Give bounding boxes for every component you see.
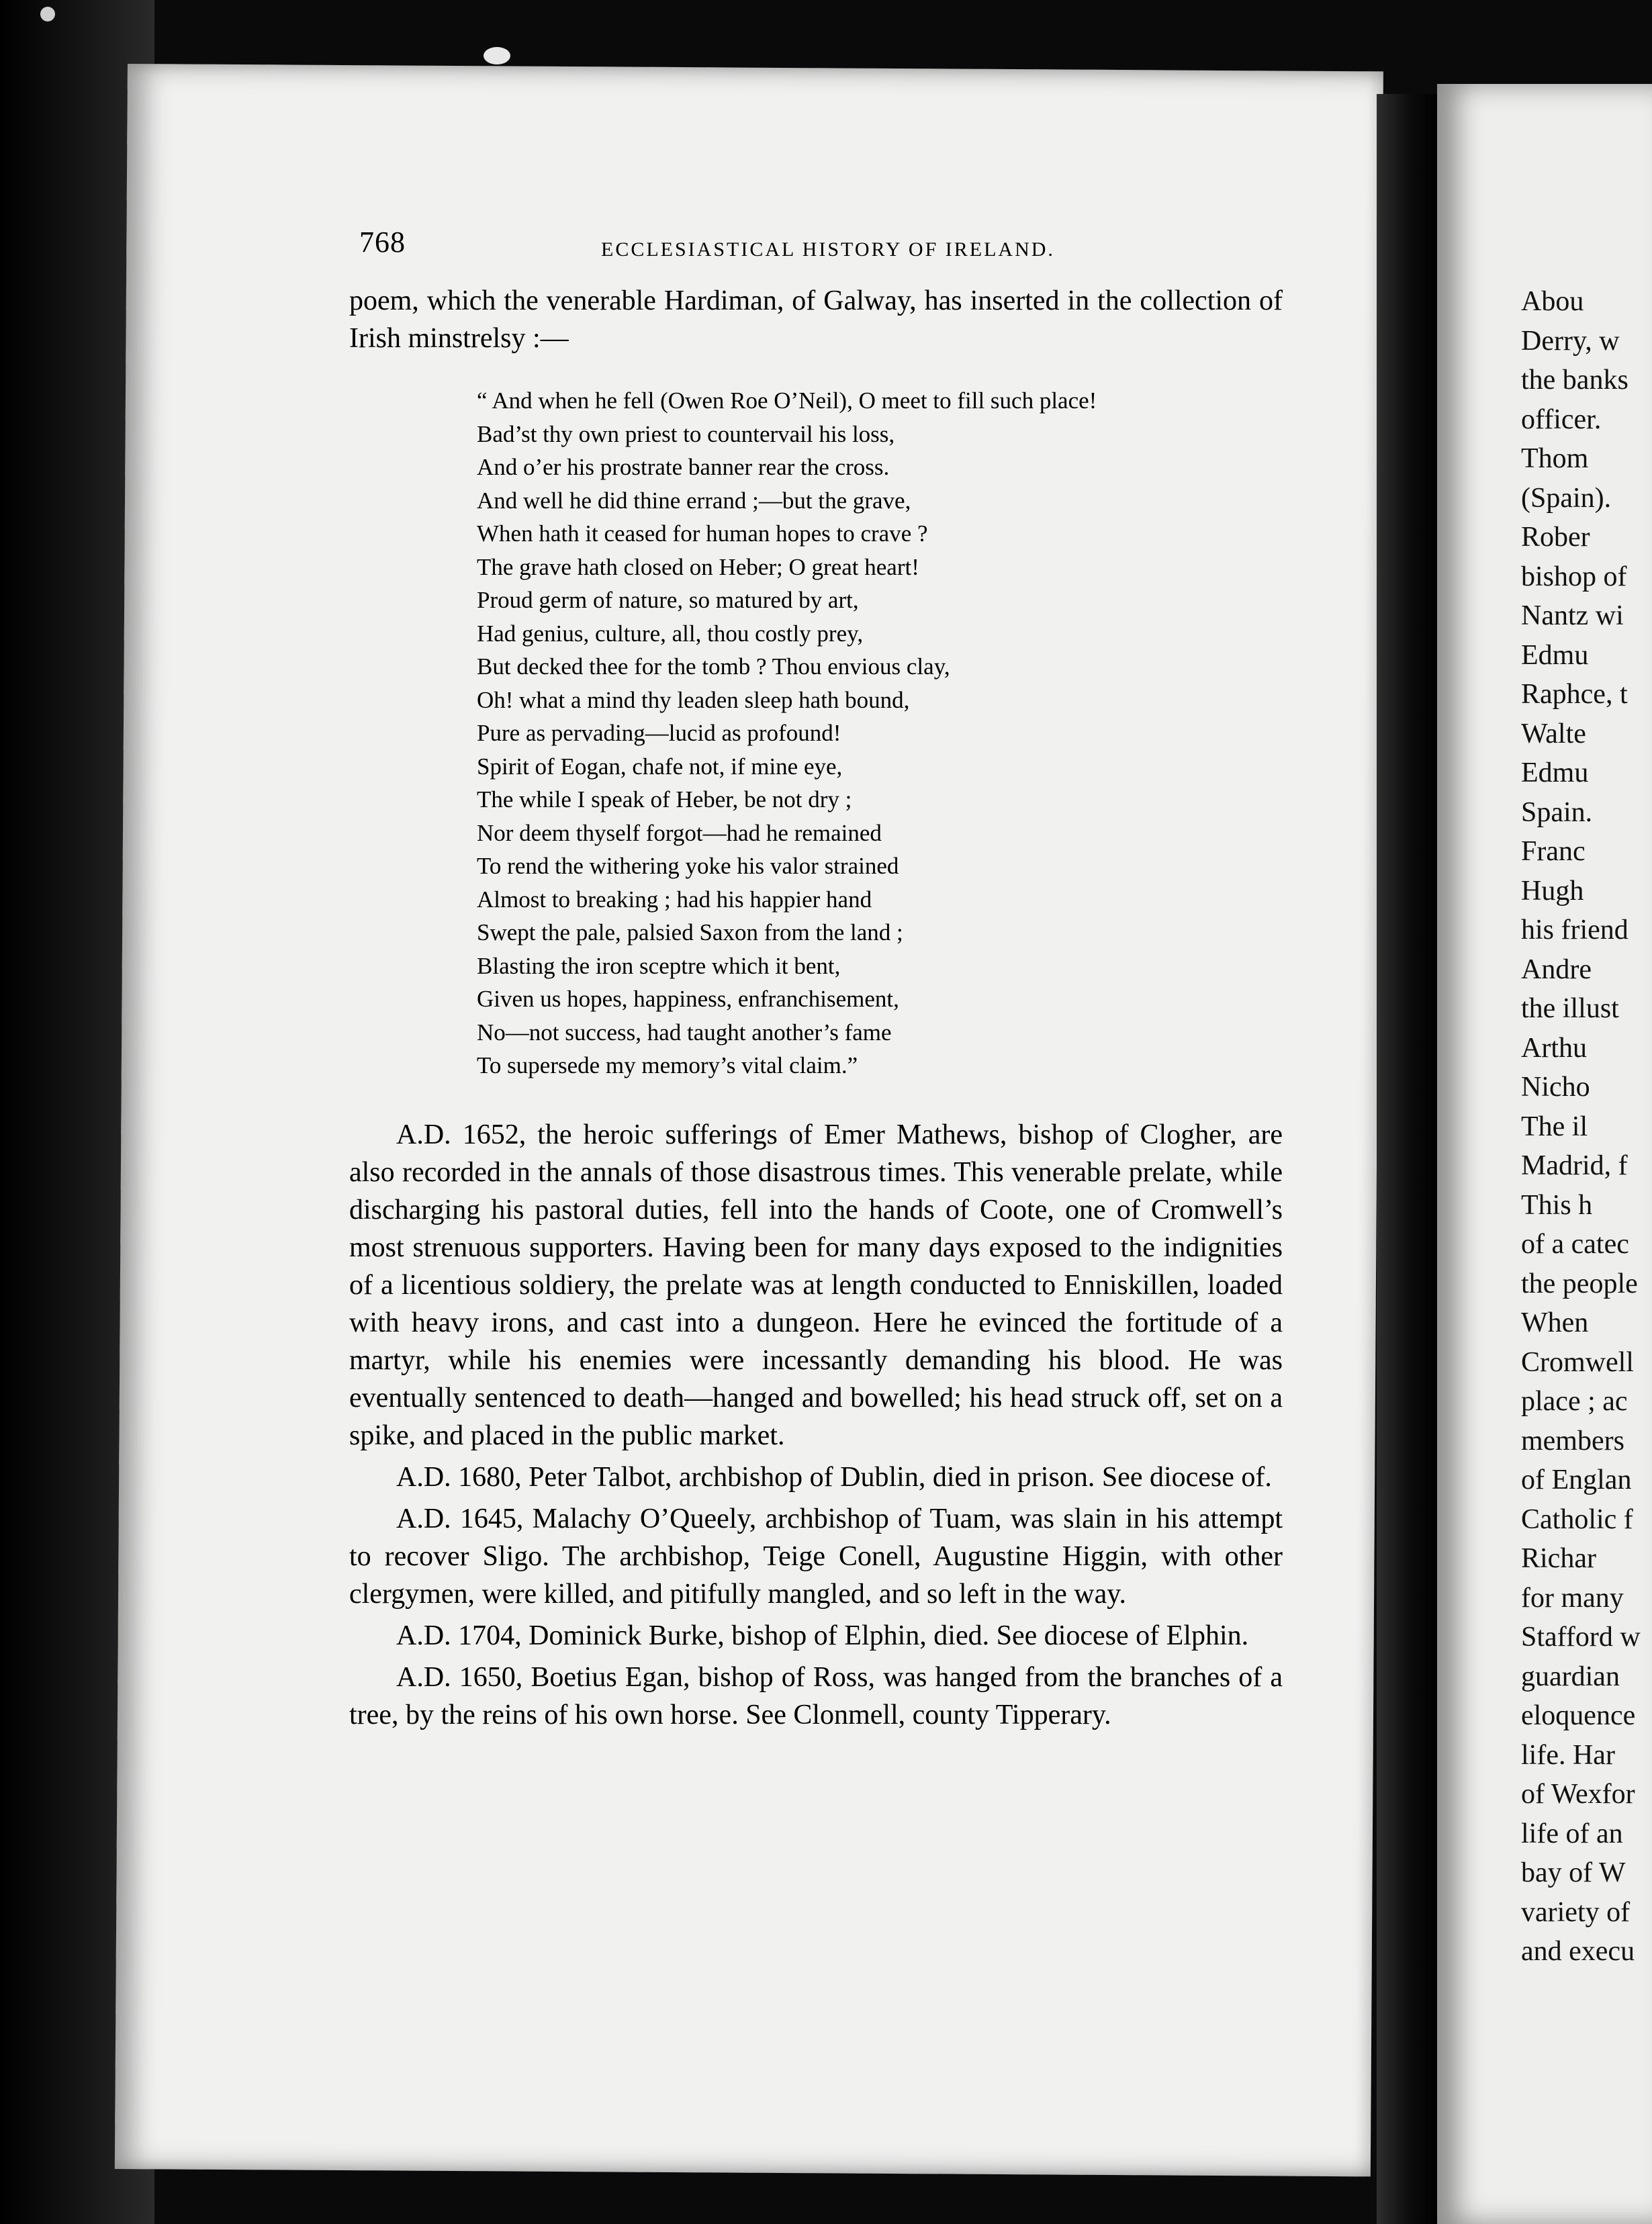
dust-speck [40, 7, 55, 21]
poem-line: To supersede my memory’s vital claim.” [477, 1052, 858, 1078]
right-page-line: the people [1521, 1268, 1638, 1299]
poem-line: To rend the withering yoke his valor strained [477, 853, 899, 879]
entry-paragraph: A.D. 1680, Peter Talbot, archbishop of Dublin, died in prison. See diocese of. [396, 1461, 1272, 1493]
entry-paragraph: A.D. 1645, Malachy O’Queely, archbishop of Tuam, was slain in his attempt to recover Sligo. The archbishop, Teige Conell, Augustine Higgin, with other clergymen, were killed, and pitifully mangled, and so left in the way. [349, 1503, 1283, 1610]
right-page-line: Spain. [1521, 796, 1593, 828]
poem-line: Given us hopes, happiness, enfranchisement, [477, 986, 899, 1012]
right-page-line: of Englan [1521, 1465, 1632, 1495]
right-page-line: life of an [1521, 1818, 1623, 1849]
right-page-line: Madrid, f [1521, 1150, 1628, 1181]
poem-line: Swept the pale, palsied Saxon from the land ; [477, 919, 903, 945]
poem-line: Almost to breaking ; had his happier hand [477, 886, 872, 913]
right-page-line: Andre [1521, 954, 1592, 985]
right-page-line: This h [1521, 1189, 1593, 1221]
right-page-line: Edmu [1521, 639, 1589, 671]
poem-block [477, 384, 1283, 1082]
right-page-line: (Spain). [1521, 482, 1612, 514]
right-page-line: Arthu [1521, 1032, 1587, 1064]
right-page-line: Hugh [1521, 875, 1584, 907]
poem-line: Nor deem thyself forgot—had he remained [477, 819, 882, 846]
right-page-line: Edmu [1521, 757, 1589, 788]
right-page-line: of a catec [1521, 1229, 1629, 1260]
paragraph-list [349, 1116, 1283, 1734]
right-page-line: bay of W [1521, 1857, 1626, 1888]
poem-line: Pure as pervading—lucid as profound! [477, 720, 841, 746]
poem-line: No—not success, had taught another’s fame [477, 1019, 892, 1046]
right-page-line: The il [1521, 1111, 1588, 1142]
right-page-line: life. Har [1521, 1739, 1615, 1771]
right-page-text [1521, 282, 1652, 1972]
right-page-line: bishop of [1521, 561, 1627, 592]
main-text [349, 282, 1283, 1734]
intro-paragraph: poem, which the venerable Hardiman, of Galway, has inserted in the collection of Irish minstrelsy :— [349, 285, 1283, 354]
right-page-line: Raphce, t [1521, 679, 1628, 710]
right-page-line: Abou [1521, 286, 1584, 317]
poem-line: The while I speak of Heber, be not dry ; [477, 786, 852, 813]
entry-paragraph: A.D. 1650, Boetius Egan, bishop of Ross, was hanged from the branches of a tree, by the reins of his own horse. See Clonmell, county Tipperary. [349, 1661, 1283, 1730]
poem-line: And well he did thine errand ;—but the grave, [477, 487, 911, 514]
right-page-line: Cromwell [1521, 1346, 1634, 1378]
entry-paragraph: A.D. 1704, Dominick Burke, bishop of Elphin, died. See diocese of Elphin. [396, 1620, 1249, 1651]
right-page-line: When [1521, 1307, 1589, 1338]
right-page-line: the illust [1521, 993, 1619, 1024]
poem-line: Proud germ of nature, so matured by art, [477, 587, 859, 613]
right-page-line: his friend [1521, 915, 1628, 945]
right-page-line: guardian [1521, 1661, 1620, 1692]
page-number: 768 [359, 226, 406, 259]
right-page-line: Nantz wi [1521, 600, 1624, 631]
right-page-line: and execu [1521, 1936, 1635, 1967]
poem-line: Blasting the iron sceptre which it bent, [477, 952, 841, 979]
poem-line: And o’er his prostrate banner rear the cross. [477, 454, 890, 480]
right-page-line: Stafford w [1521, 1622, 1641, 1653]
right-page-line: eloquence [1521, 1700, 1636, 1731]
right-page-line: Nicho [1521, 1072, 1590, 1103]
right-page-line: variety of [1521, 1896, 1631, 1928]
right-page-line: of Wexfor [1521, 1779, 1635, 1810]
poem-line: Bad’st thy own priest to countervail his loss, [477, 420, 895, 447]
running-title: ECCLESIASTICAL HISTORY OF IRELAND. [601, 238, 1055, 261]
right-page-line: Derry, w [1521, 325, 1620, 357]
poem-line: But decked thee for the tomb ? Thou envious clay, [477, 653, 950, 680]
right-page-line: Walte [1521, 718, 1586, 749]
right-page-line: the banks [1521, 365, 1628, 396]
dust-speck [484, 47, 510, 64]
right-page-line: for many [1521, 1582, 1624, 1614]
book-gutter [1377, 94, 1437, 2224]
right-page-line: officer. [1521, 404, 1602, 435]
right-page-line: Franc [1521, 836, 1586, 867]
right-page-line: Richar [1521, 1543, 1596, 1574]
poem-line: The grave hath closed on Heber; O great heart! [477, 553, 919, 580]
poem-line: When hath it ceased for human hopes to crave ? [477, 520, 928, 547]
poem-line: “ And when he fell (Owen Roe O’Neil), O meet to fill such place! [477, 387, 1097, 414]
poem-line: Spirit of Eogan, chafe not, if mine eye, [477, 753, 843, 780]
poem-line: Had genius, culture, all, thou costly prey, [477, 620, 864, 647]
right-page-line: Catholic f [1521, 1503, 1633, 1535]
right-page-line: members [1521, 1425, 1624, 1456]
entry-paragraph: A.D. 1652, the heroic sufferings of Emer Mathews, bishop of Clogher, are also recorded in the annals of those disastrous times. This venerable prelate, while discharging his pastoral duties, fell into the hands of Coote, one of Cromwell’s most strenuous supporters. Having been for many days exposed to the indignities of a licentious soldiery, the prelate was at length conducted to Enniskillen, loaded with heavy irons, and cast into a dungeon. Here he evinced the fortitude of a martyr, while his enemies were incessantly demanding his blood. He was eventually sentenced to death—hanged and bowelled; his head struck off, set on a spike, and placed in the public market. [349, 1119, 1283, 1451]
poem-line: Oh! what a mind thy leaden sleep hath bound, [477, 686, 910, 713]
right-page-line: Thom [1521, 443, 1589, 474]
right-page-line: Rober [1521, 522, 1590, 553]
right-page-line: place ; ac [1521, 1386, 1628, 1417]
